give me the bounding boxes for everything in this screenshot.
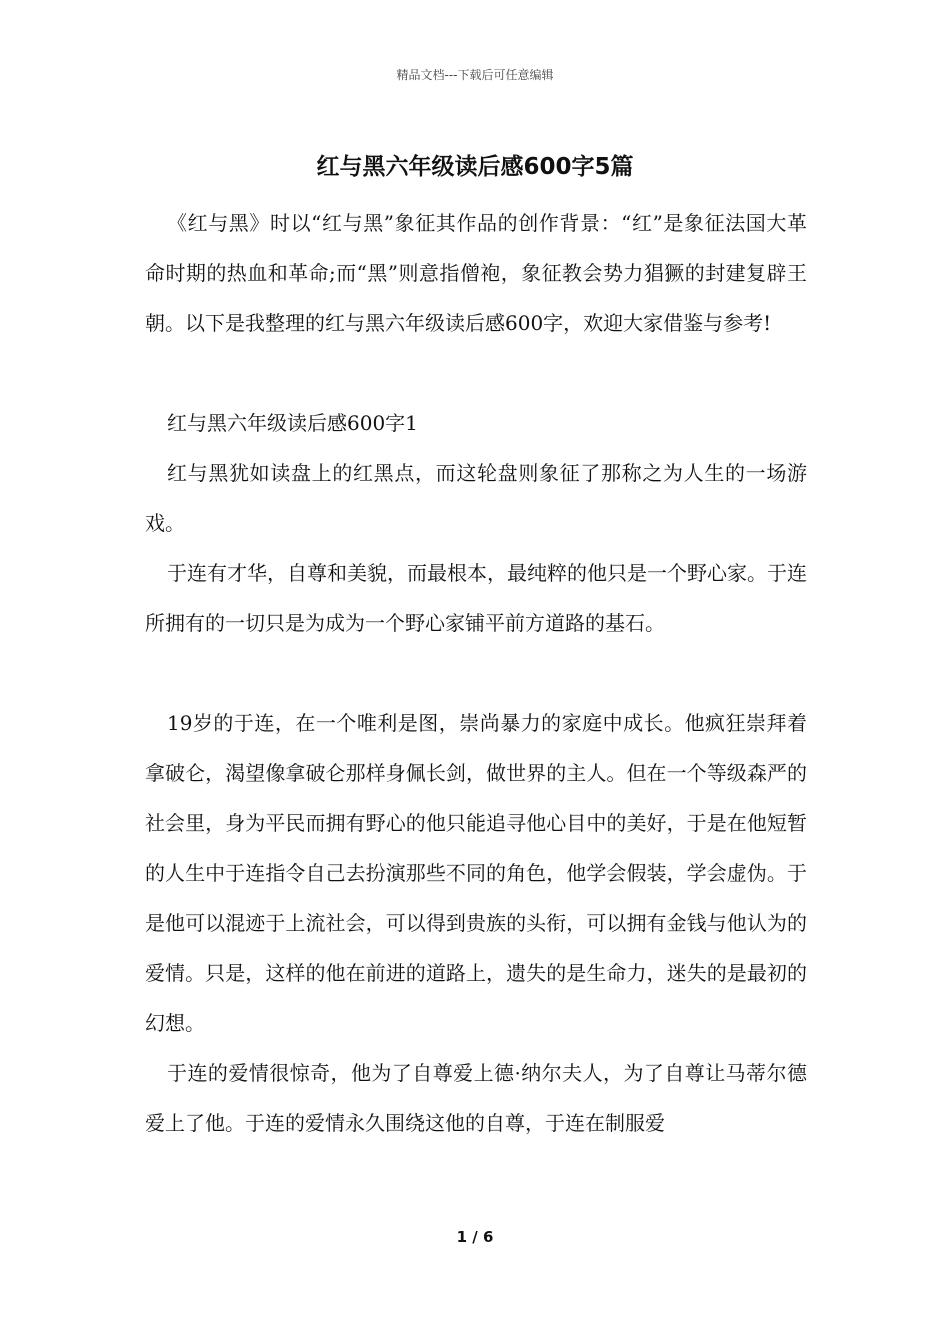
page-number: 1 / 6 xyxy=(456,1228,494,1246)
body-paragraph-2: 于连有才华，自尊和美貌，而最根本，最纯粹的他只是一个野心家。于连所拥有的一切只是为成为一个野心家铺平前方道路的基石。 xyxy=(145,561,807,635)
document-title: 红与黑六年级读后感600字5篇 xyxy=(316,154,634,180)
intro-paragraph: 《红与黑》时以“红与黑”象征其作品的创作背景：“红”是象征法国大革命时期的热血和革命;而“黑”则意指僧袍，象征教会势力猖獗的封建复辟王朝。以下是我整理的红与黑六年级读后感600字，欢迎大家借鉴与参考! xyxy=(145,211,807,335)
blank-line xyxy=(145,348,807,398)
section-heading: 红与黑六年级读后感600字1 xyxy=(167,411,418,435)
body-paragraph-1: 红与黑犹如读盘上的红黑点，而这轮盘则象征了那称之为人生的一场游戏。 xyxy=(145,461,807,535)
blank-line xyxy=(145,648,807,698)
page-header: 精品文档---下载后可任意编辑 xyxy=(396,68,554,82)
body-paragraph-4: 于连的爱情很惊奇，他为了自尊爱上德·纳尔夫人，为了自尊让马蒂尔德爱上了他。于连的爱情永久围绕这他的自尊，于连在制服爱 xyxy=(145,1061,807,1135)
body-paragraph-3: 19岁的于连，在一个唯利是图，崇尚暴力的家庭中成长。他疯狂崇拜着拿破仑，渴望像拿破仑那样身佩长剑，做世界的主人。但在一个等级森严的社会里，身为平民而拥有野心的他只能追寻他心目中的美好，于是在他短暂的人生中于连指令自己去扮演那些不同的角色，他学会假装，学会虚伪。于是他可以混迹于上流社会，可以得到贵族的头衔，可以拥有金钱与他认为的爱情。只是，这样的他在前进的道路上，遗失的是生命力，迷失的是最初的幻想。 xyxy=(145,711,807,1035)
document-body xyxy=(145,198,807,1148)
